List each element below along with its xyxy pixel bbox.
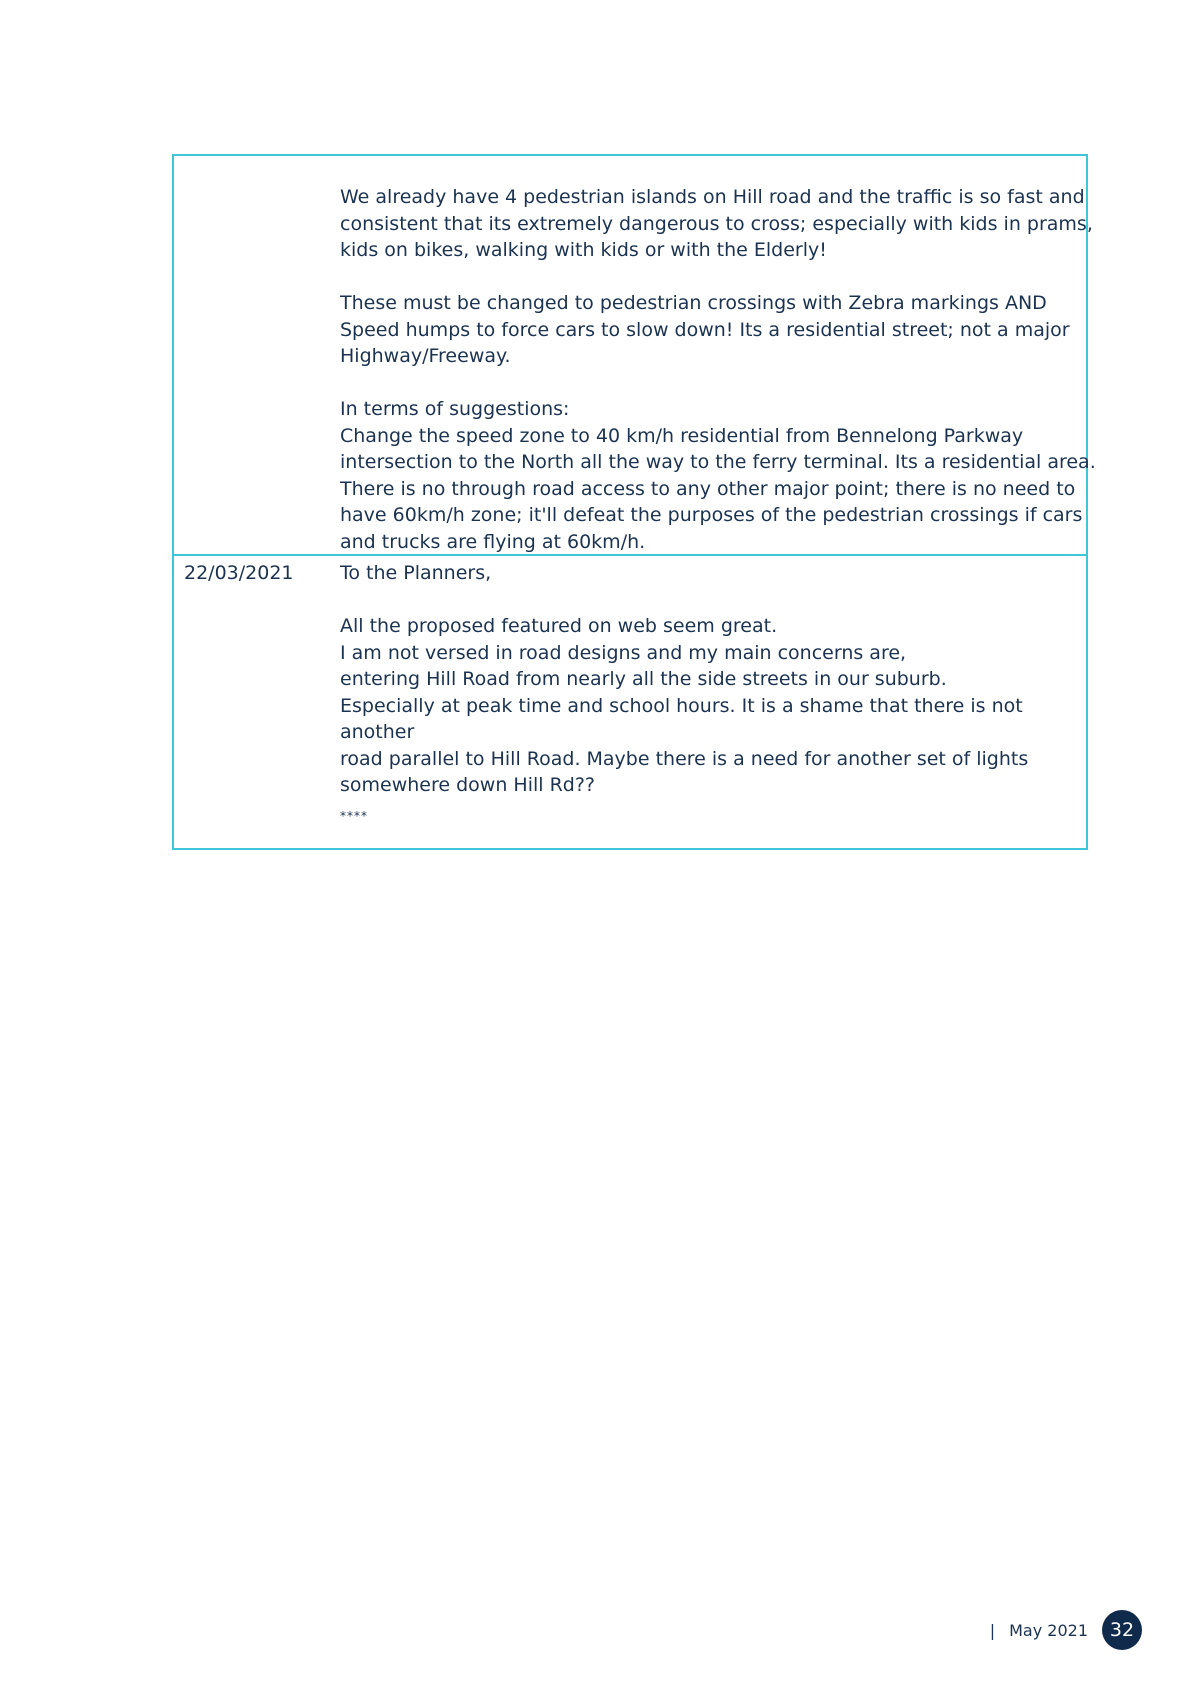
paragraph-gap xyxy=(340,587,1090,614)
comment-line: I am not versed in road designs and my main concerns are, xyxy=(340,641,907,664)
comment-line: entering Hill Road from nearly all the side streets in our suburb. xyxy=(340,668,947,690)
comment-line: Especially at peak time and school hours. It is a shame that there is not xyxy=(340,694,1023,717)
comment-line: We already have 4 pedestrian islands on Hill road and the traffic is so fast and xyxy=(340,186,1085,208)
comment-line: intersection to the North all the way to the ferry terminal. Its a residential area. xyxy=(340,451,1096,473)
comment-line: and trucks are flying at 60km/h. xyxy=(340,530,646,553)
comment-line: Speed humps to force cars to slow down! Its a residential street; not a major xyxy=(340,318,1070,341)
comment-line: somewhere down Hill Rd?? xyxy=(340,774,596,796)
footer-date: May 2021 xyxy=(1009,1620,1088,1640)
comment-line: road parallel to Hill Road. Maybe there is a need for another set of lights xyxy=(340,747,1029,770)
comment-line: There is no through road access to any other major point; there is no need to xyxy=(340,477,1076,500)
comment-line: another xyxy=(340,721,415,743)
paragraph-gap xyxy=(340,370,1090,397)
paragraph-gap xyxy=(340,264,1090,291)
page-number-badge: 32 xyxy=(1102,1610,1142,1650)
comment-line: consistent that its extremely dangerous to cross; especially with kids in prams, xyxy=(340,212,1093,235)
date-cell: 22/03/2021 xyxy=(184,562,294,584)
comment-line: have 60km/h zone; it'll defeat the purposes of the pedestrian crossings if cars xyxy=(340,504,1083,526)
footer-separator: | xyxy=(989,1620,996,1640)
comment-cell xyxy=(340,184,1096,555)
comment-line: All the proposed featured on web seem great. xyxy=(340,615,778,637)
comment-line: To the Planners, xyxy=(340,562,492,584)
page-footer xyxy=(990,1610,1142,1650)
comment-line: Highway/Freeway. xyxy=(340,345,511,367)
comments-table xyxy=(172,154,1096,850)
comment-redaction-stars: **** xyxy=(340,808,368,823)
comment-line: These must be changed to pedestrian crossings with Zebra markings AND xyxy=(340,292,1047,314)
comment-line: Change the speed zone to 40 km/h residential from Bennelong Parkway xyxy=(340,424,1024,447)
table-row xyxy=(174,554,1086,848)
comment-cell xyxy=(340,560,1090,829)
comment-line: kids on bikes, walking with kids or with the Elderly! xyxy=(340,239,827,261)
table-row xyxy=(174,156,1096,554)
comment-line: In terms of suggestions: xyxy=(340,398,570,420)
